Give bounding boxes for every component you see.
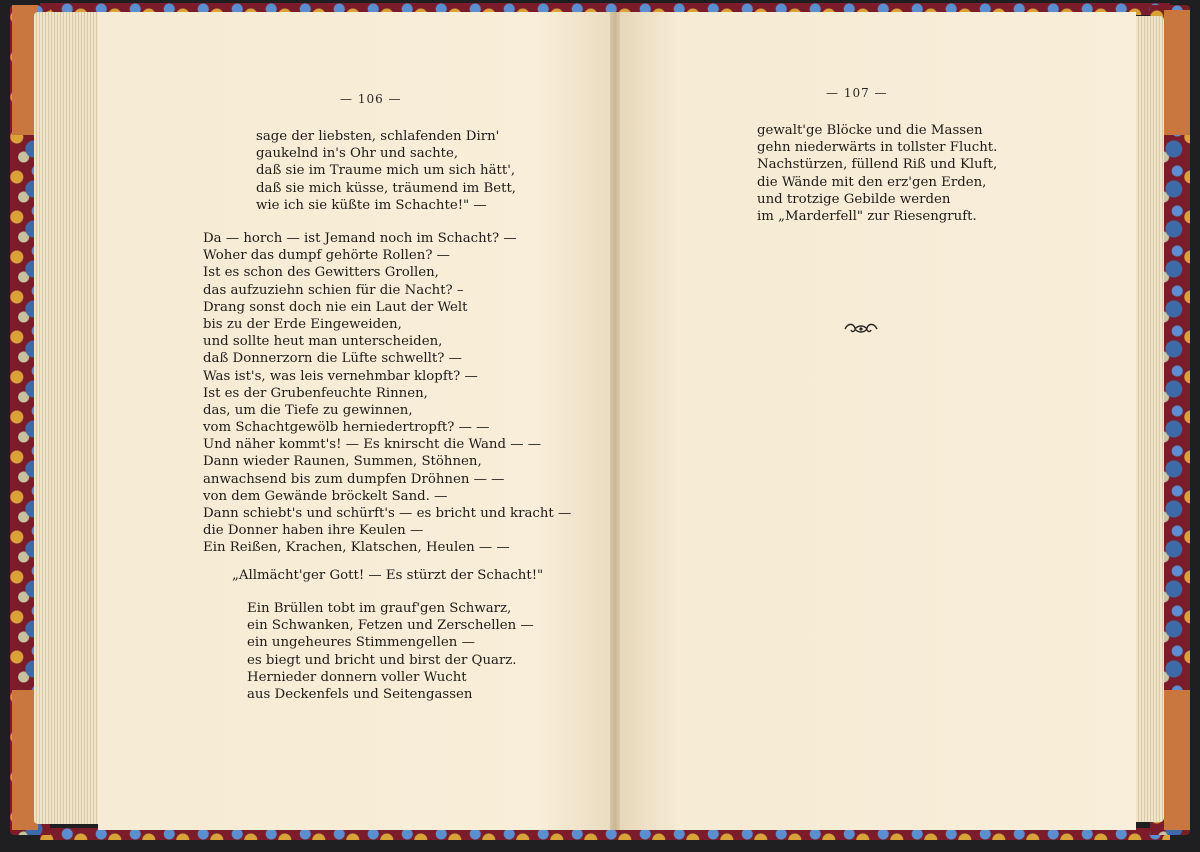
verse-line: sage der liebsten, schlafenden Dirn' [256,129,500,144]
verse-line: das, um die Tiefe zu gewinnen, [203,402,413,418]
page-edges-left [34,12,104,824]
verse-line: Nachstürzen, füllend Riß und Kluft, [757,157,998,173]
verse-line: bis zu der Erde Eingeweiden, [203,316,402,332]
verse-line: anwachsend bis zum dumpfen Dröhnen — — [203,471,505,487]
verse-line: im „Marderfell" zur Riesengruft. [757,208,977,224]
verse-line: Woher das dumpf gehörte Rollen? — [203,248,450,264]
verse-line: gewalt'ge Blöcke und die Massen [757,123,983,138]
page-number-left: — 106 — [340,92,402,106]
verse-line: Ein Reißen, Krachen, Klatschen, Heulen — — [203,540,510,556]
verse-line: die Donner haben ihre Keulen — [203,523,424,539]
verse-line: gehn niederwärts in tollster Flucht. [757,140,998,156]
verse-line: Dann wieder Raunen, Summen, Stöhnen, [203,454,482,470]
stanza-1 [256,128,516,214]
stanza-2 [203,230,571,557]
book-gutter [610,12,620,830]
verse-line: Was ist's, was leis vernehmbar klopft? — [203,368,478,384]
verse-line: Ist es schon des Gewitters Grollen, [203,265,439,281]
verse-line: aus Deckenfels und Seitengassen [247,686,473,702]
verse-line: es biegt und bricht und birst der Quarz. [247,652,517,668]
leather-corner-bottom-right [1164,690,1190,830]
verse-line: die Wände mit den erz'gen Erden, [757,174,987,190]
verse-line: wie ich sie küßte im Schachte!" — [256,197,487,213]
verse-line: ein Schwanken, Fetzen und Zerschellen — [247,618,534,634]
exclamation-line: „Allmächt'ger Gott! — Es stürzt der Schacht!" [232,568,544,583]
verse-line: Da — horch — ist Jemand noch im Schacht? — [203,231,517,246]
verse-line: Ist es der Grubenfeuchte Rinnen, [203,385,428,401]
verse-line: von dem Gewände bröckelt Sand. — [203,488,448,504]
verse-line: Und näher kommt's! — Es knirscht die Wand — — [203,437,542,453]
verse-line: daß sie im Traume mich um sich hätt', [256,163,516,179]
verse-line: das aufzuziehn schien für die Nacht? – [203,282,464,298]
page-number-right: — 107 — [826,86,888,100]
verse-line: Dann schiebt's und schürft's — es bricht und kracht — [203,506,572,521]
end-flourish-ornament-icon [843,322,879,336]
verse-line: vom Schachtgewölb herniedertropft? — — [203,420,490,436]
verse-line: daß Donnerzorn die Lüfte schwellt? — [203,351,462,367]
verse-line: und sollte heut man unterscheiden, [203,334,443,350]
verse-line: daß sie mich küsse, träumend im Bett, [256,180,517,196]
leather-corner-top-right [1164,10,1190,135]
verse-line: Ein Brüllen tobt im grauf'gen Schwarz, [247,601,512,616]
verse-line: Hernieder donnern voller Wucht [247,669,467,685]
verse-line: Drang sonst doch nie ein Laut der Welt [203,299,468,315]
verse-line: und trotzige Gebilde werden [757,191,951,207]
verse-line: gaukelnd in's Ohr und sachte, [256,146,459,162]
stanza-3 [247,600,534,703]
stanza-right [757,122,997,225]
verse-line: ein ungeheures Stimmengellen — [247,635,475,651]
